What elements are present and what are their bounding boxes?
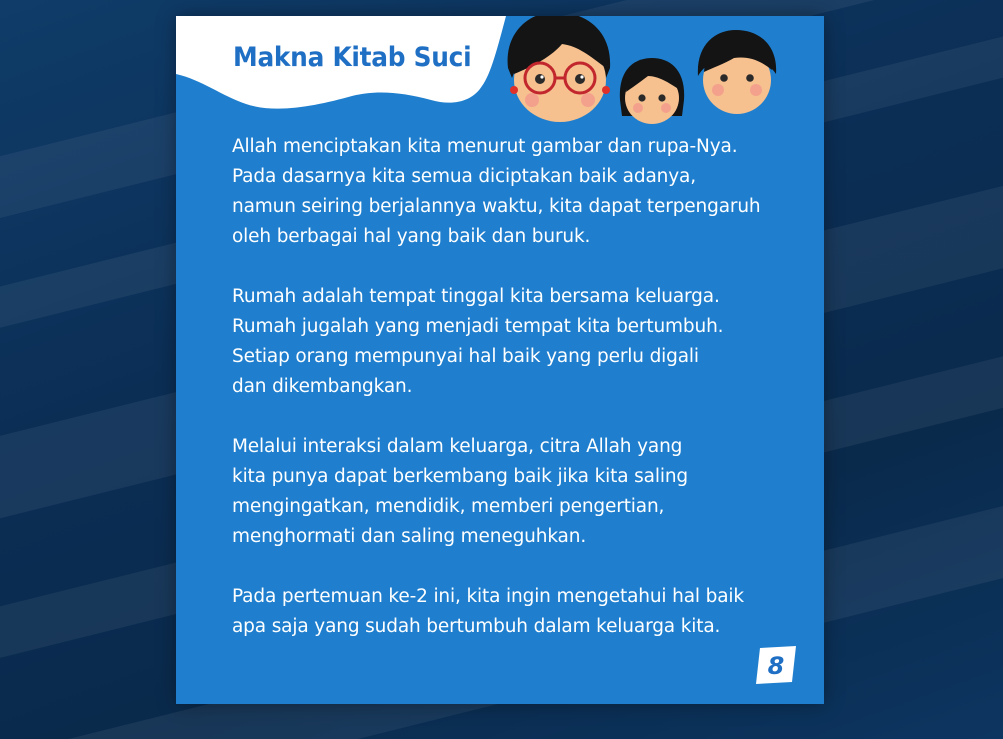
paragraph-1: Allah menciptakan kita menurut gambar dan rupa-Nya. Pada dasarnya kita semua diciptakan baik adanya, namun seiring berjalannya waktu, kita dapat terpengaruh oleh berbagai hal yang baik dan buruk.: [232, 136, 761, 247]
family-illustration: [498, 16, 818, 126]
boy-face-icon: [698, 30, 776, 114]
book-page: [176, 16, 824, 704]
paragraph-4: Pada pertemuan ke-2 ini, kita ingin mengetahui hal baik apa saja yang sudah bertumbuh dalam keluarga kita.: [232, 586, 744, 637]
paragraph-3: Melalui interaksi dalam keluarga, citra Allah yang kita punya dapat berkembang baik jika kita saling mengingatkan, mendidik, memberi pengertian, menghormati dan saling meneguhkan.: [232, 436, 688, 547]
mother-face-icon: [508, 16, 611, 122]
page-number: 8: [767, 652, 785, 680]
girl-face-icon: [620, 58, 684, 124]
paragraph-2: Rumah adalah tempat tinggal kita bersama keluarga. Rumah jugalah yang menjadi tempat kita bertumbuh. Setiap orang mempunyai hal baik yang perlu digali dan dikembangkan.: [232, 286, 724, 397]
body-text: [232, 132, 812, 672]
page-title: Makna Kitab Suci: [233, 42, 472, 73]
